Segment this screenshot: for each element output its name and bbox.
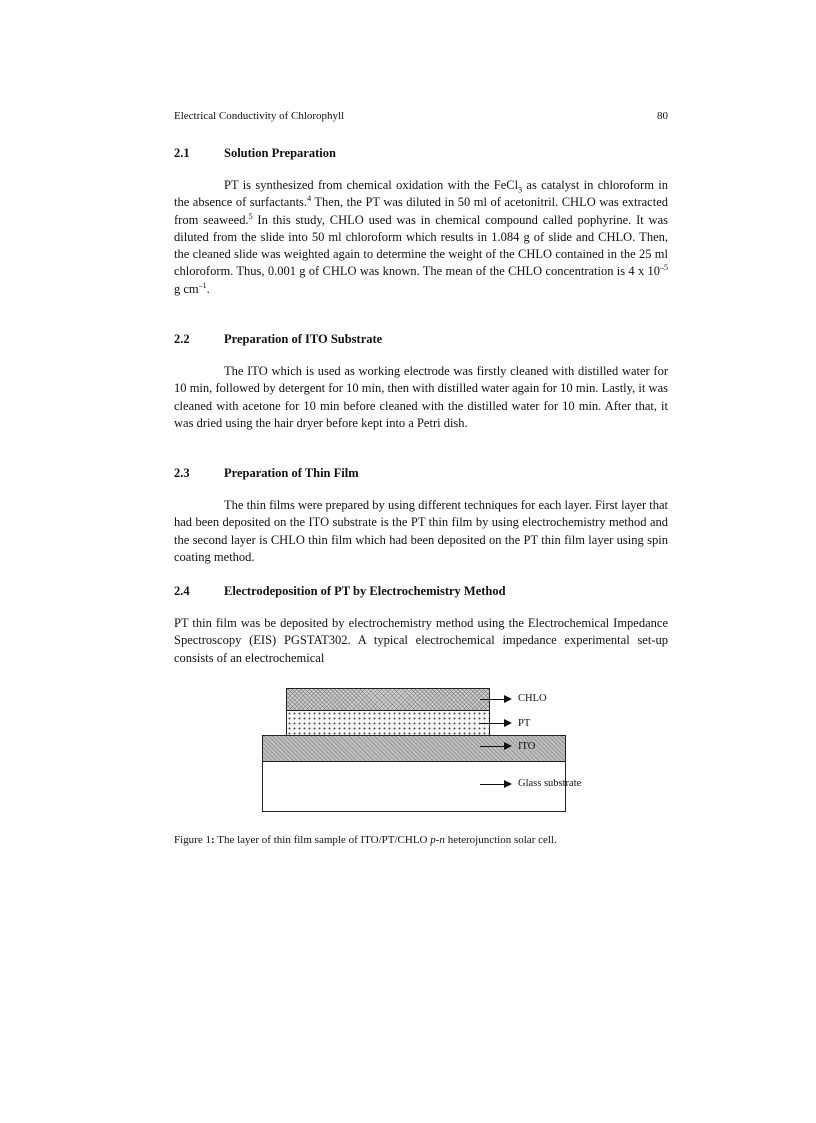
subscript: 3 — [518, 185, 523, 195]
section-number: 2.2 — [174, 332, 190, 346]
text-run: g cm — [174, 281, 199, 296]
label-pt: PT — [518, 718, 531, 729]
arrow-ito — [480, 746, 510, 747]
section-paragraph-2-3: The thin films were prepared by using different techniques for each layer. First layer that had been deposited on the ITO substrate is the PT thin film by using electrochemistry method and the second layer is CHLO thin film which had been deposited on the PT thin film layer using spin coating method. — [174, 498, 668, 564]
caption-colon: : — [210, 834, 215, 846]
text-run: PT is synthesized from chemical oxidation with the FeCl — [224, 178, 519, 192]
citation-ref: 4 — [307, 194, 312, 204]
label-glass-substrate: Glass substrate — [518, 778, 582, 789]
section-paragraph-2-1 — [174, 177, 668, 298]
arrow-glass — [480, 784, 510, 785]
exponent: –5 — [660, 263, 668, 273]
section-heading-2-3 — [174, 466, 359, 481]
arrow-pt — [480, 723, 510, 724]
running-head — [174, 110, 668, 122]
section-heading-2-1 — [174, 146, 336, 161]
layer-diagram — [174, 680, 668, 820]
exponent: –1 — [198, 280, 207, 290]
chlo-layer — [286, 688, 490, 711]
section-heading-2-4 — [174, 584, 506, 599]
pt-layer — [286, 710, 490, 736]
figure-caption — [174, 834, 694, 846]
caption-text: The layer of thin film sample of ITO/PT/CHLO — [217, 834, 431, 846]
running-title: Electrical Conductivity of Chlorophyll — [174, 110, 345, 122]
citation-ref: 5 — [248, 211, 253, 221]
text-run: . — [206, 281, 210, 296]
text-run: as catalyst in chloroform in the absence of surfactants. — [174, 178, 668, 210]
label-chlo: CHLO — [518, 693, 547, 704]
section-number: 2.1 — [174, 146, 190, 160]
section-paragraph-2-4: PT thin film was be deposited by electrochemistry method using the Electrochemical Impedance Spectroscopy (EIS) PGSTAT302. A typical electrochemical impedance experimental set-up consists of an electrochemical — [174, 616, 668, 665]
caption-end: heterojunction solar cell. — [444, 834, 557, 846]
section-number: 2.3 — [174, 466, 190, 480]
section-paragraph-2-2: The ITO which is used as working electrode was firstly cleaned with distilled water for 10 min, followed by detergent for 10 min, then with distilled water again for 10 min. Lastly, it was cleaned with acetone for 10 min before cleaned with the distilled water for 10 min. After that, it was dried using the hair dryer before kept into a Petri dish. — [174, 364, 668, 430]
section-title: Preparation of ITO Substrate — [224, 332, 383, 346]
text-run: Then, the PT was diluted in 50 ml of acetonitril. CHLO was extracted from seaweed. — [174, 195, 668, 227]
arrow-chlo — [480, 699, 510, 700]
section-title: Solution Preparation — [224, 146, 336, 160]
section-heading-2-2 — [174, 332, 382, 347]
text-run: In this study, CHLO used was in chemical compound called pophyrine. It was diluted from the slide into 50 ml chloroform which results in 1.084 g of slide and CHLO. Then, the cleaned slide was weighted again to determine the weight of the CHLO contained in the 25 ml chloroform. Thus, 0.001 g of CHLO was known. The mean of the CHLO concentration is 4 x 10 — [174, 212, 668, 279]
section-title: Electrodeposition of PT by Electrochemistry Method — [224, 584, 506, 598]
section-title: Preparation of Thin Film — [224, 466, 359, 480]
caption-italic: p-n — [430, 834, 445, 846]
label-ito: ITO — [518, 741, 536, 752]
caption-label: Figure 1 — [174, 834, 211, 846]
section-number: 2.4 — [174, 584, 190, 598]
page-number: 80 — [657, 110, 668, 122]
